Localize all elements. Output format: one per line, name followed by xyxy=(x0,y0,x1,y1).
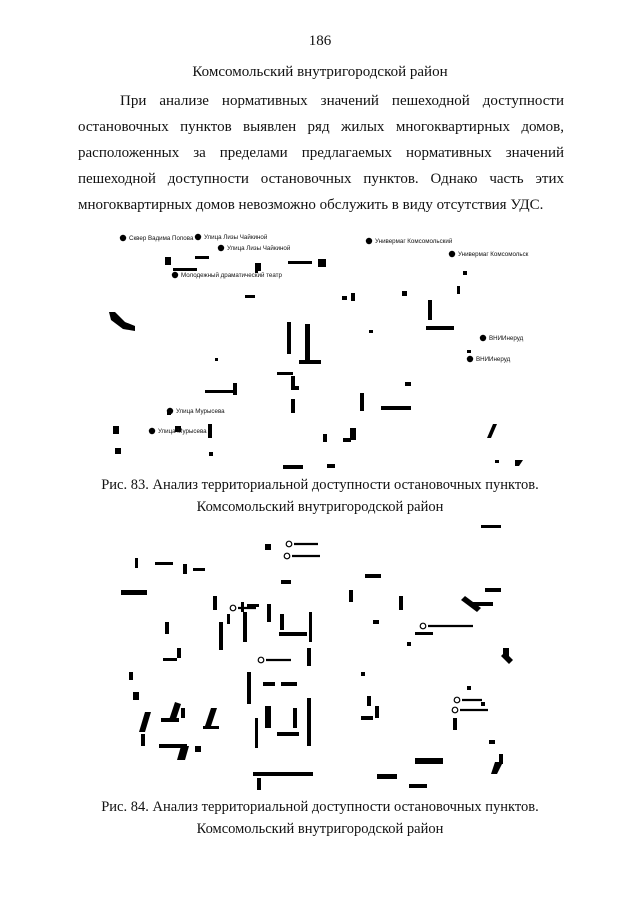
figure-83-caption xyxy=(0,474,640,518)
stop-label: Улица Мурысева xyxy=(158,428,207,435)
paragraph-line: расположенных за пределами предлагаемых нормативных значений xyxy=(78,145,564,161)
paragraph-line: При анализе нормативных значений пешеходной доступности xyxy=(120,93,564,109)
page-number: 186 xyxy=(308,33,332,49)
stop-label: ВНИИнеруд xyxy=(476,356,511,363)
stop-label: Молодежный драматический театр xyxy=(181,272,282,279)
section-heading: Комсомольский внутригородской район xyxy=(192,64,448,80)
caption-line: Комсомольский внутригородской район xyxy=(196,499,444,515)
stop-label: Улица Лизы Чайкиной xyxy=(227,245,291,252)
paragraph-line: остановочных пунктов выявлен ряд жилых многоквартирных домов, xyxy=(78,119,564,135)
figure-83-map xyxy=(95,228,545,470)
paragraph-line: пешеходной доступности остановочных пунктов. Однако часть этих xyxy=(78,171,564,187)
caption-line: Комсомольский внутригородской район xyxy=(196,821,444,837)
stop-label: ВНИИнеруд xyxy=(489,335,524,342)
caption-line: Рис. 83. Анализ территориальной доступности остановочных пунктов. xyxy=(101,477,539,493)
stop-label: Универмаг Комсомольск xyxy=(458,251,529,258)
paragraph-line: многоквартирных домов невозможно обслужить в виду отсутствия УДС. xyxy=(78,197,544,213)
figure-84-caption xyxy=(0,796,640,840)
figure-84-map xyxy=(115,522,525,794)
body-paragraph xyxy=(78,88,564,218)
caption-line: Рис. 84. Анализ территориальной доступности остановочных пунктов. xyxy=(101,799,539,815)
stop-label: Улица Лизы Чайкиной xyxy=(204,234,268,241)
stop-label: Сквер Вадима Попова xyxy=(129,235,194,242)
stop-label: Улица Мурысева xyxy=(176,408,225,415)
stop-label: Универмаг Комсомольский xyxy=(375,238,453,245)
